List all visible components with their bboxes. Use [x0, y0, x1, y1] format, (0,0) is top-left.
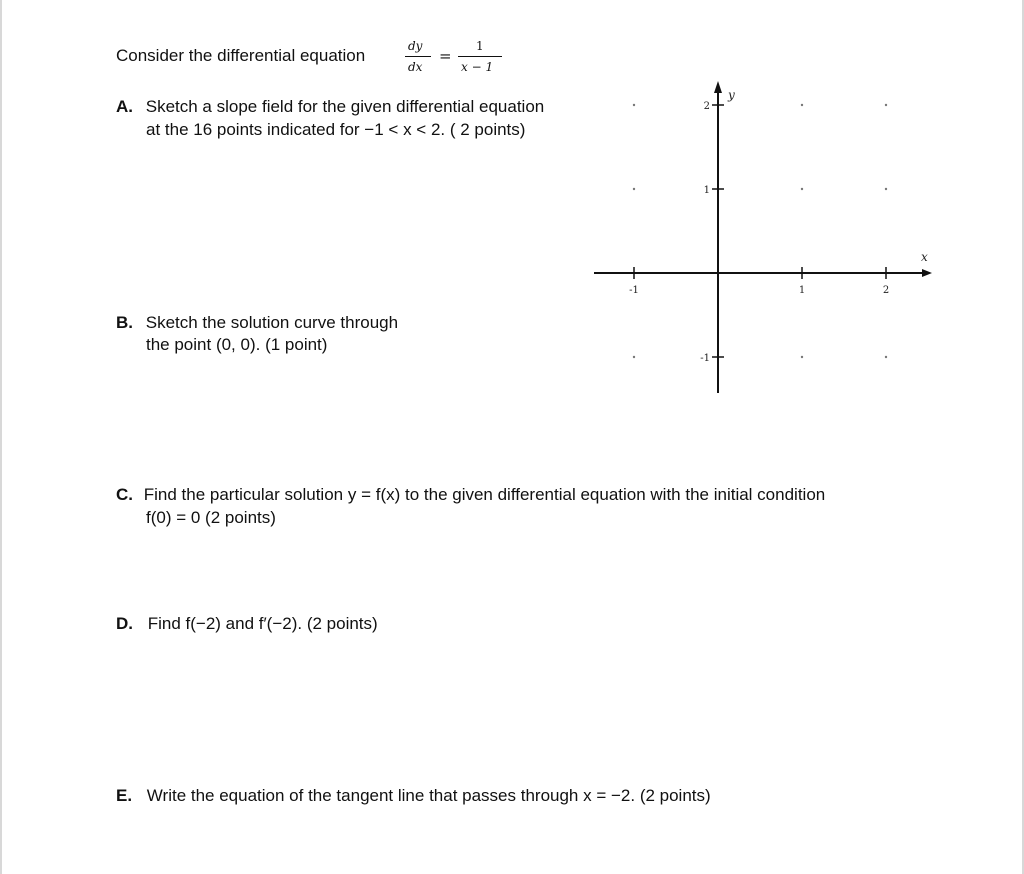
derivative-numerator: dy: [408, 39, 423, 53]
y-tick-label: 2: [703, 101, 710, 112]
rhs-denominator: x − 1: [461, 60, 494, 74]
y-tick-label: 1: [703, 185, 710, 196]
y-tick-label: -1: [700, 353, 710, 364]
part-b-line2: the point (0, 0). (1 point): [146, 335, 328, 354]
slope-field-point: [885, 104, 887, 106]
slope-field-point: [885, 188, 887, 190]
part-c-line1: Find the particular solution y = f(x) to the given differential equation with the initial condition: [143, 485, 826, 504]
rhs-fraction: [455, 38, 505, 78]
slope-field-point: [885, 356, 887, 358]
page-edge-left: [0, 0, 2, 874]
part-d-label: D.: [116, 614, 133, 633]
graph-axes: [594, 81, 932, 393]
slope-field-point: [801, 356, 803, 358]
part-e-line1: Write the equation of the tangent line that passes through x = −2. (2 points): [146, 786, 711, 805]
part-c-line2: f(0) = 0 (2 points): [146, 508, 276, 527]
part-d-line1: Find f(−2) and f′(−2). (2 points): [147, 614, 378, 633]
x-axis-label: x: [921, 250, 928, 264]
slope-field-graph[interactable]: [590, 75, 940, 405]
part-c-label: C.: [116, 485, 133, 504]
x-tick-label: 2: [882, 285, 890, 296]
x-tick-label: 1: [798, 285, 806, 296]
part-a: [116, 96, 544, 118]
graph-ticks: [629, 101, 889, 364]
part-d: [116, 613, 378, 635]
fraction-bar: [458, 56, 502, 57]
slope-field-point: [801, 104, 803, 106]
part-a-line1: Sketch a slope field for the given differential equation: [145, 97, 545, 116]
problem-intro: Consider the differential equation: [116, 46, 366, 65]
y-axis-label: y: [728, 88, 735, 102]
fraction-bar: [405, 56, 431, 57]
rhs-numerator: 1: [476, 39, 484, 53]
problem-statement: [116, 45, 365, 67]
derivative-denominator: dx: [408, 60, 423, 74]
part-c: [116, 484, 825, 506]
x-tick-label: -1: [629, 285, 639, 296]
y-axis-arrow: [714, 81, 722, 93]
part-b: [116, 312, 398, 334]
part-a-label: A.: [116, 97, 133, 116]
slope-field-point: [633, 104, 635, 106]
part-e-label: E.: [116, 786, 133, 805]
equals-sign: =: [439, 47, 452, 65]
slope-field-point: [633, 356, 635, 358]
x-axis-arrow: [922, 269, 932, 277]
derivative-fraction: [402, 38, 434, 78]
slope-field-point: [633, 188, 635, 190]
slope-field-point: [801, 188, 803, 190]
part-e: [116, 785, 711, 807]
part-b-label: B.: [116, 313, 133, 332]
part-b-line1: Sketch the solution curve through: [145, 313, 399, 332]
part-a-line2: at the 16 points indicated for −1 < x < 2. ( 2 points): [146, 120, 526, 139]
graph-grid-points: [633, 104, 890, 358]
